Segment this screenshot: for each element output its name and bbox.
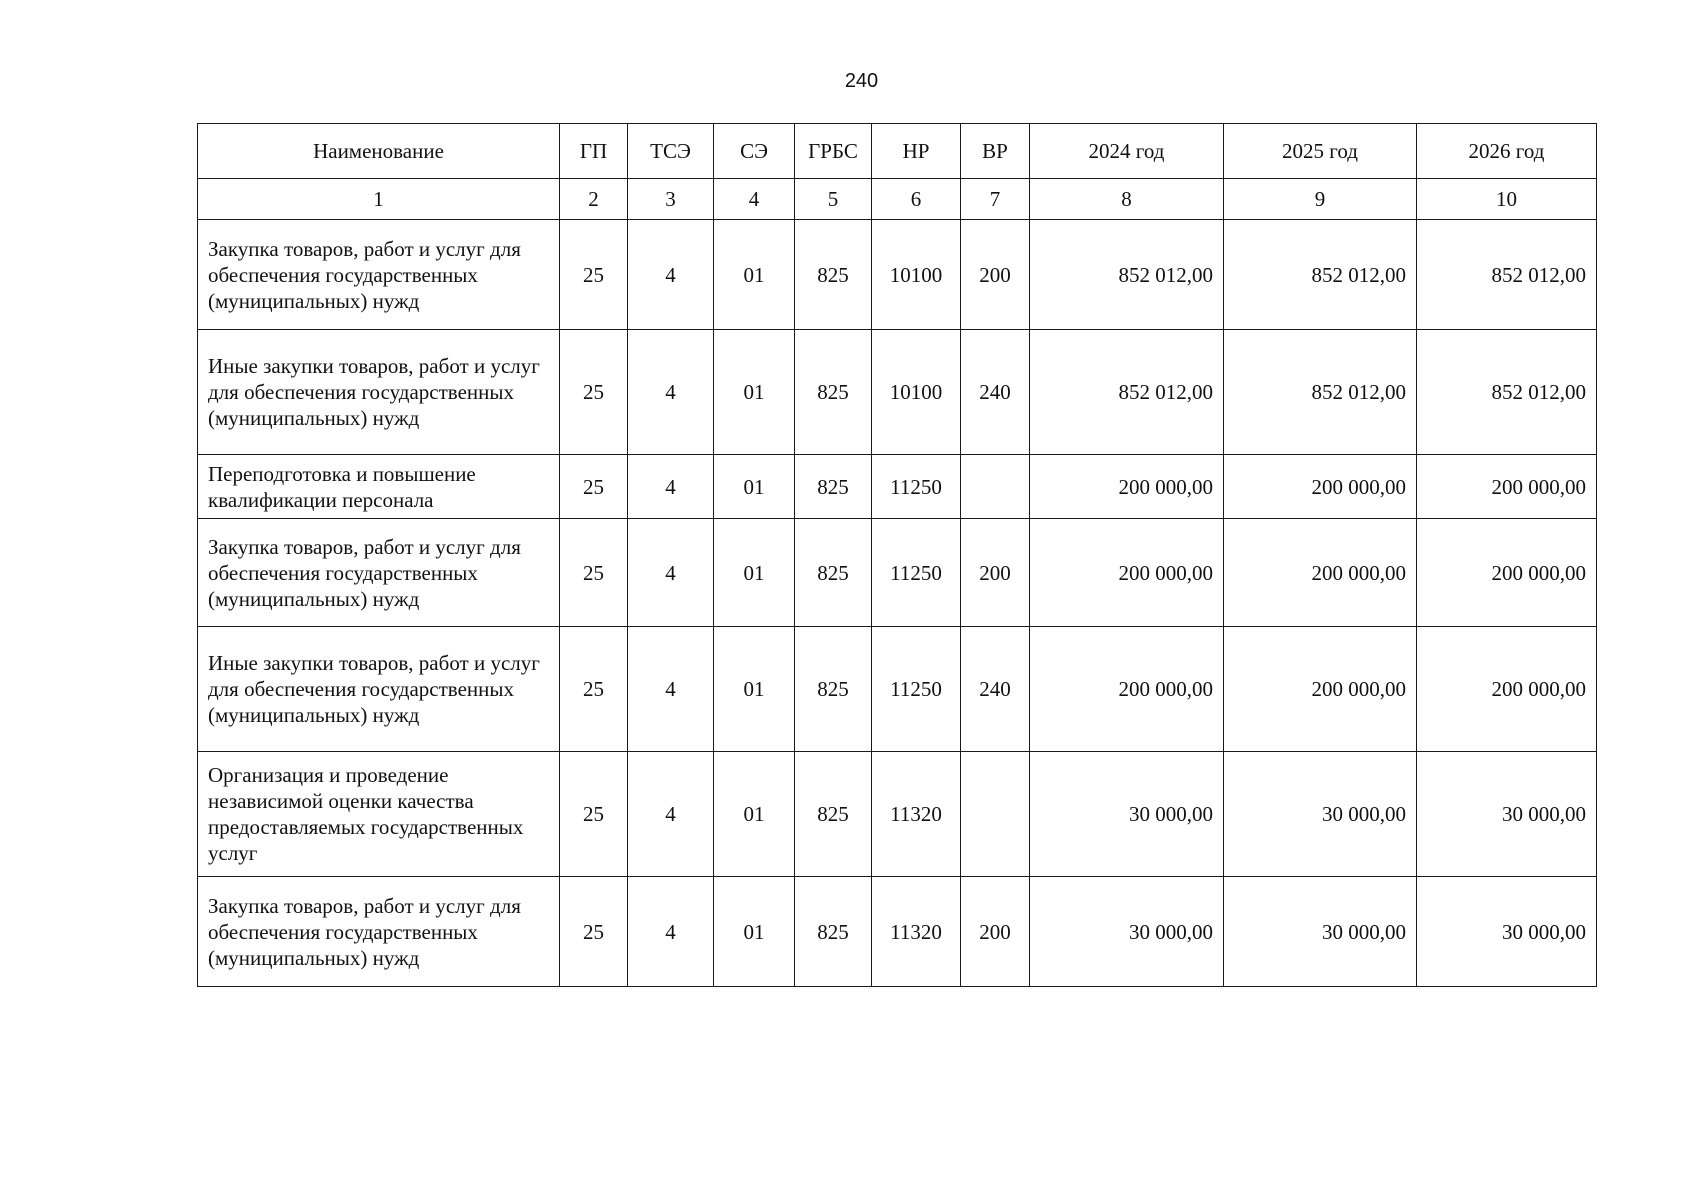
- row-vr: [961, 752, 1030, 877]
- row-name: Иные закупки товаров, работ и услуг для обеспечения государственных (муниципальных) нужд: [198, 330, 560, 455]
- column-number: 1: [198, 179, 560, 220]
- column-number: 4: [714, 179, 795, 220]
- table-row: [198, 627, 1597, 752]
- row-nr: 11320: [872, 877, 961, 987]
- row-amount-2025: 200 000,00: [1224, 627, 1417, 752]
- row-grbs: 825: [795, 877, 872, 987]
- row-amount-2026: 200 000,00: [1417, 519, 1597, 627]
- column-number-row: [198, 179, 1597, 220]
- row-grbs: 825: [795, 220, 872, 330]
- column-number: 2: [560, 179, 628, 220]
- row-tse: 4: [628, 752, 714, 877]
- header-2024: 2024 год: [1030, 124, 1224, 179]
- table-row: [198, 455, 1597, 519]
- row-se: 01: [714, 220, 795, 330]
- row-amount-2025: 852 012,00: [1224, 220, 1417, 330]
- row-name: Закупка товаров, работ и услуг для обеспечения государственных (муниципальных) нужд: [198, 877, 560, 987]
- row-name: Переподготовка и повышение квалификации персонала: [198, 455, 560, 519]
- header-row: [198, 124, 1597, 179]
- table-row: [198, 220, 1597, 330]
- row-gp: 25: [560, 627, 628, 752]
- table-row: [198, 519, 1597, 627]
- row-tse: 4: [628, 220, 714, 330]
- table-row: [198, 752, 1597, 877]
- row-amount-2026: 200 000,00: [1417, 627, 1597, 752]
- row-amount-2026: 852 012,00: [1417, 330, 1597, 455]
- row-gp: 25: [560, 752, 628, 877]
- header-vr: ВР: [961, 124, 1030, 179]
- row-gp: 25: [560, 519, 628, 627]
- row-amount-2026: 852 012,00: [1417, 220, 1597, 330]
- row-gp: 25: [560, 220, 628, 330]
- row-amount-2024: 200 000,00: [1030, 455, 1224, 519]
- row-se: 01: [714, 627, 795, 752]
- row-se: 01: [714, 877, 795, 987]
- row-vr: 240: [961, 627, 1030, 752]
- page-number: 240: [844, 70, 879, 92]
- row-name: Организация и проведение независимой оценки качества предоставляемых государственных услуг: [198, 752, 560, 877]
- row-grbs: 825: [795, 330, 872, 455]
- row-grbs: 825: [795, 627, 872, 752]
- row-vr: 200: [961, 519, 1030, 627]
- row-amount-2026: 200 000,00: [1417, 455, 1597, 519]
- row-gp: 25: [560, 330, 628, 455]
- row-amount-2024: 852 012,00: [1030, 330, 1224, 455]
- row-nr: 11320: [872, 752, 961, 877]
- row-tse: 4: [628, 519, 714, 627]
- row-name: Закупка товаров, работ и услуг для обеспечения государственных (муниципальных) нужд: [198, 220, 560, 330]
- row-se: 01: [714, 330, 795, 455]
- header-2025: 2025 год: [1224, 124, 1417, 179]
- row-amount-2025: 852 012,00: [1224, 330, 1417, 455]
- header-se: СЭ: [714, 124, 795, 179]
- row-amount-2024: 30 000,00: [1030, 752, 1224, 877]
- row-amount-2026: 30 000,00: [1417, 877, 1597, 987]
- row-gp: 25: [560, 455, 628, 519]
- column-number: 10: [1417, 179, 1597, 220]
- table-row: [198, 330, 1597, 455]
- header-nr: НР: [872, 124, 961, 179]
- row-tse: 4: [628, 877, 714, 987]
- row-name: Иные закупки товаров, работ и услуг для обеспечения государственных (муниципальных) нужд: [198, 627, 560, 752]
- budget-table: [197, 123, 1597, 987]
- row-gp: 25: [560, 877, 628, 987]
- row-nr: 10100: [872, 330, 961, 455]
- row-amount-2024: 200 000,00: [1030, 519, 1224, 627]
- row-name: Закупка товаров, работ и услуг для обеспечения государственных (муниципальных) нужд: [198, 519, 560, 627]
- column-number: 3: [628, 179, 714, 220]
- row-tse: 4: [628, 627, 714, 752]
- row-amount-2025: 200 000,00: [1224, 455, 1417, 519]
- row-nr: 10100: [872, 220, 961, 330]
- row-se: 01: [714, 455, 795, 519]
- row-vr: 200: [961, 220, 1030, 330]
- row-amount-2024: 852 012,00: [1030, 220, 1224, 330]
- row-grbs: 825: [795, 519, 872, 627]
- header-2026: 2026 год: [1417, 124, 1597, 179]
- row-amount-2026: 30 000,00: [1417, 752, 1597, 877]
- row-amount-2024: 200 000,00: [1030, 627, 1224, 752]
- row-grbs: 825: [795, 455, 872, 519]
- header-grbs: ГРБС: [795, 124, 872, 179]
- table-row: [198, 877, 1597, 987]
- header-name: Наименование: [198, 124, 560, 179]
- row-vr: 240: [961, 330, 1030, 455]
- row-se: 01: [714, 519, 795, 627]
- header-tse: ТСЭ: [628, 124, 714, 179]
- row-amount-2025: 200 000,00: [1224, 519, 1417, 627]
- row-tse: 4: [628, 455, 714, 519]
- header-gp: ГП: [560, 124, 628, 179]
- row-amount-2025: 30 000,00: [1224, 752, 1417, 877]
- row-vr: [961, 455, 1030, 519]
- column-number: 5: [795, 179, 872, 220]
- row-se: 01: [714, 752, 795, 877]
- column-number: 6: [872, 179, 961, 220]
- row-nr: 11250: [872, 519, 961, 627]
- column-number: 7: [961, 179, 1030, 220]
- row-grbs: 825: [795, 752, 872, 877]
- row-vr: 200: [961, 877, 1030, 987]
- row-amount-2025: 30 000,00: [1224, 877, 1417, 987]
- row-nr: 11250: [872, 455, 961, 519]
- row-amount-2024: 30 000,00: [1030, 877, 1224, 987]
- column-number: 9: [1224, 179, 1417, 220]
- row-nr: 11250: [872, 627, 961, 752]
- column-number: 8: [1030, 179, 1224, 220]
- row-tse: 4: [628, 330, 714, 455]
